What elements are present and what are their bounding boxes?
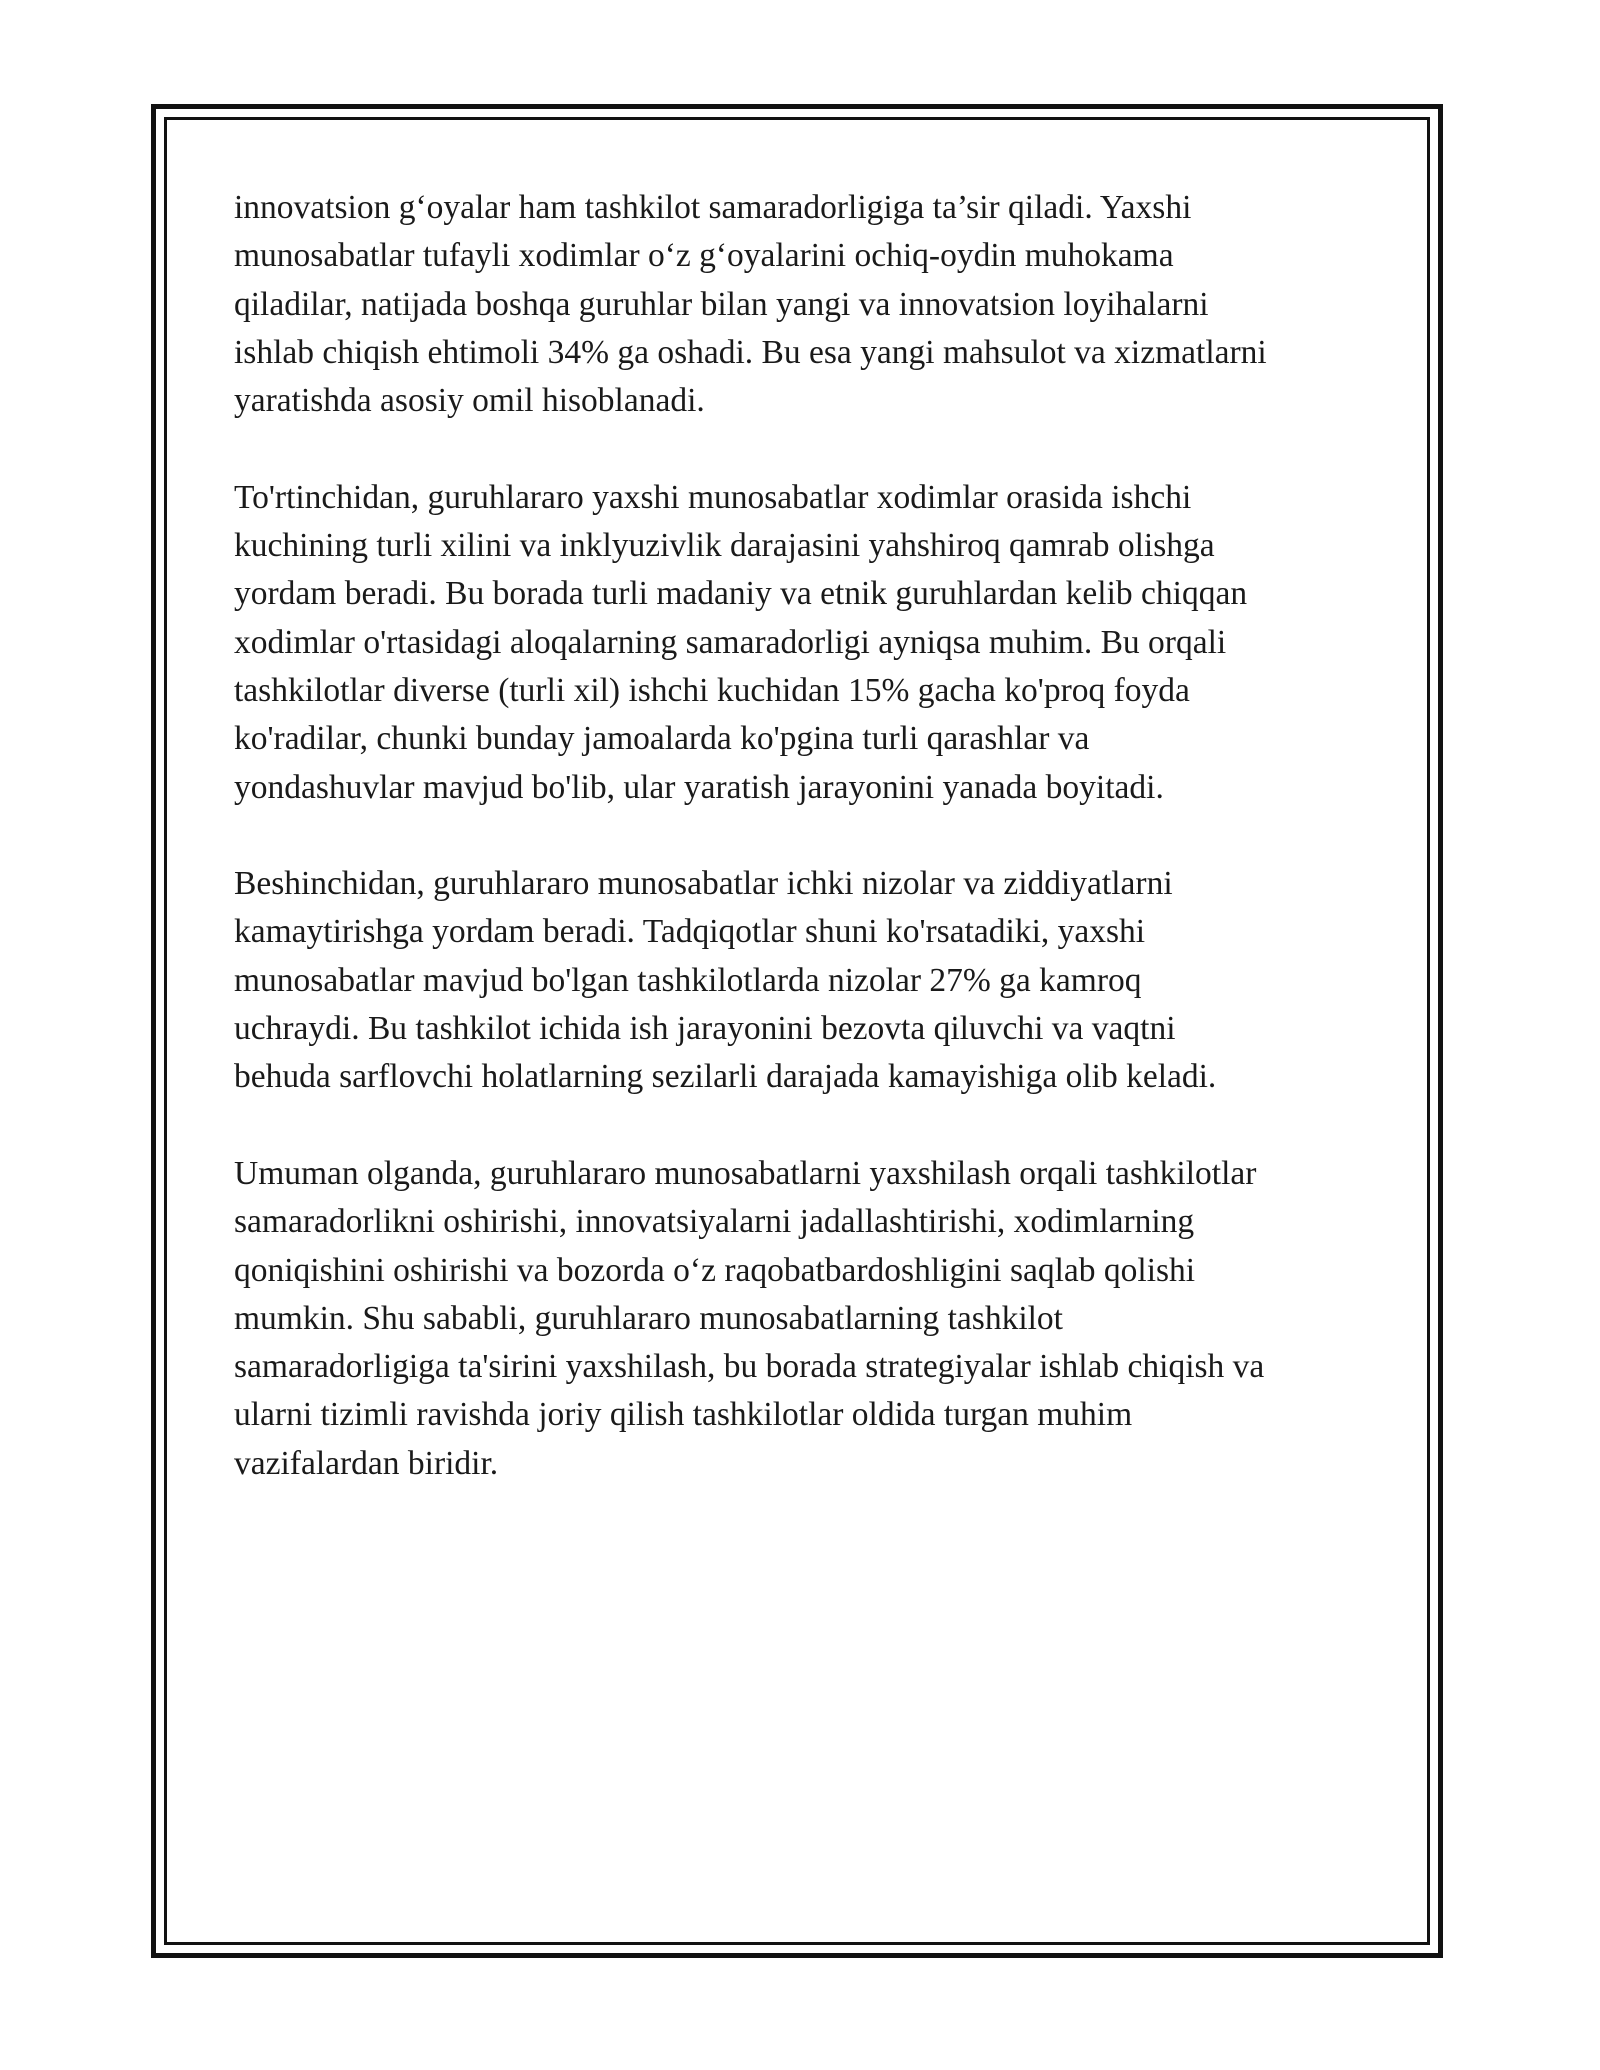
document-body xyxy=(234,184,1374,1536)
paragraph-4: Umuman olganda, guruhlararo munosabatlarni yaxshilash orqali tashkilotlar samaradorlikni oshirishi, innovatsiyalarni jadallashtirishi, xodimlarning qoniqishini oshirishi va bozorda o‘z raqobatbardoshligini saqlab qolishi mumkin. Shu sababli, guruhlararo munosabatlarning tashkilot samaradorligiga ta'sirini yaxshilash, bu borada strategiyalar ishlab chiqish va ularni tizimli ravishda joriy qilish tashkilotlar oldida turgan muhim vazifalardan biridir. xyxy=(234,1154,1265,1482)
paragraph-1: innovatsion g‘oyalar ham tashkilot samaradorligiga ta’sir qiladi. Yaxshi munosabatlar tufayli xodimlar o‘z g‘oyalarini ochiq-oydin muhokama qiladilar, natijada boshqa guruhlar bilan yangi va innovatsion loyihalarni ishlab chiqish ehtimoli 34% ga oshadi. Bu esa yangi mahsulot va xizmatlarni yaratishda asosiy omil hisoblanadi. xyxy=(234,189,1267,420)
paragraph-2: To'rtinchidan, guruhlararo yaxshi munosabatlar xodimlar orasida ishchi kuchining turli xilini va inklyuzivlik darajasini yahshiroq qamrab olishga yordam beradi. Bu borada turli madaniy va etnik guruhlardan kelib chiqqan xodimlar o'rtasidagi aloqalarning samaradorligi ayniqsa muhim. Bu orqali tashkilotlar diverse (turli xil) ishchi kuchidan 15% gacha ko'proq foyda ko'radilar, chunki bunday jamoalarda ko'pgina turli qarashlar va yondashuvlar mavjud bo'lib, ular yaratish jarayonini yanada boyitadi. xyxy=(234,478,1248,806)
paragraph-3: Beshinchidan, guruhlararo munosabatlar ichki nizolar va ziddiyatlarni kamaytirishga yordam beradi. Tadqiqotlar shuni ko'rsatadiki, yaxshi munosabatlar mavjud bo'lgan tashkilotlarda nizolar 27% ga kamroq uchraydi. Bu tashkilot ichida ish jarayonini bezovta qiluvchi va vaqtni behuda sarflovchi holatlarning sezilarli darajada kamayishiga olib keladi. xyxy=(234,865,1217,1096)
